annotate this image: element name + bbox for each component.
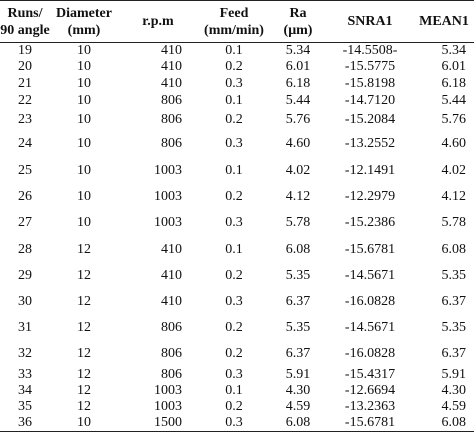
cell-feed: 0.3 [225, 294, 243, 309]
cell-run: 31 [18, 320, 32, 335]
header-ra-line2: (μm) [283, 22, 313, 38]
cell-mean1: 4.59 [441, 399, 466, 414]
cell-rpm: 410 [161, 59, 182, 74]
table-row [0, 315, 474, 341]
table-row [0, 415, 474, 432]
cell-ra: 5.34 [285, 43, 311, 58]
cell-snra1: -14.7120 [344, 93, 396, 108]
header-snra1 [326, 1, 414, 43]
cell-mean1: 5.78 [441, 215, 466, 230]
cell-rpm: 410 [161, 43, 182, 58]
cell-rpm: 806 [161, 320, 182, 335]
cell-feed: 0.3 [198, 415, 270, 432]
cell-rpm: 1003 [154, 399, 182, 414]
cell-ra: 5.76 [285, 112, 311, 127]
cell-snra1: -15.8198 [344, 75, 396, 91]
cell-snra1: -15.6781 [344, 241, 396, 257]
header-feed-line1: Feed [219, 5, 249, 21]
cell-feed: 0.2 [225, 346, 243, 361]
cell-run: 35 [18, 399, 32, 414]
cell-ra: 4.12 [285, 189, 311, 204]
cell-run: 24 [18, 135, 32, 151]
cell-ra: 6.08 [270, 415, 326, 432]
cell-rpm: 410 [161, 294, 182, 309]
cell-ra: 4.30 [285, 383, 311, 398]
cell-feed: 0.1 [225, 383, 243, 398]
cell-diameter: 10 [77, 215, 91, 230]
table-row [0, 341, 474, 367]
header-mean1 [414, 1, 474, 43]
cell-run: 26 [18, 189, 32, 204]
header-ra [270, 1, 326, 43]
cell-run: 19 [18, 43, 32, 58]
cell-snra1: -15.2386 [344, 215, 396, 230]
table-row [0, 59, 474, 75]
cell-mean1: 6.37 [441, 346, 466, 361]
cell-diameter: 12 [77, 399, 91, 414]
cell-mean1: 5.91 [441, 367, 466, 382]
cell-rpm: 410 [161, 268, 182, 283]
table-row [0, 92, 474, 110]
cell-snra1: -15.6781 [326, 415, 414, 432]
cell-ra: 5.35 [285, 268, 311, 283]
header-runs-line2: 90 angle [0, 22, 50, 38]
cell-rpm: 806 [161, 112, 182, 127]
cell-snra1: -14.5671 [344, 268, 396, 283]
cell-ra: 5.44 [285, 93, 311, 108]
cell-diameter: 10 [77, 112, 91, 127]
table-row [0, 110, 474, 130]
cell-snra1: -16.0828 [344, 294, 396, 309]
cell-mean1: 4.30 [441, 383, 466, 398]
cell-diameter: 12 [77, 367, 91, 382]
cell-mean1: 4.60 [441, 135, 466, 151]
cell-snra1: -12.2979 [344, 189, 396, 204]
cell-ra: 4.59 [285, 399, 311, 414]
cell-feed: 0.2 [225, 189, 243, 204]
cell-diameter: 10 [77, 162, 91, 178]
cell-diameter: 12 [77, 383, 91, 398]
cell-snra1: -15.4317 [344, 367, 396, 382]
table-row [0, 367, 474, 383]
cell-run: 34 [18, 383, 32, 398]
cell-run: 20 [18, 59, 32, 74]
header-feed-line2: (mm/min) [204, 22, 264, 38]
cell-run: 22 [18, 93, 32, 108]
cell-rpm: 1003 [154, 162, 182, 178]
cell-ra: 6.18 [285, 75, 311, 91]
cell-rpm: 806 [161, 135, 182, 151]
header-runs [0, 1, 50, 43]
cell-mean1: 5.35 [441, 268, 466, 283]
cell-feed: 0.3 [225, 75, 243, 91]
cell-feed: 0.1 [225, 93, 243, 108]
cell-snra1: -13.2552 [344, 135, 396, 151]
cell-diameter: 12 [77, 268, 91, 283]
cell-run: 33 [18, 367, 32, 382]
cell-feed: 0.3 [225, 135, 243, 151]
table-row [0, 210, 474, 236]
cell-run: 29 [18, 268, 32, 283]
cell-mean1: 6.37 [441, 294, 466, 309]
cell-diameter: 12 [77, 320, 91, 335]
cell-diameter: 10 [77, 189, 91, 204]
table-row [0, 184, 474, 210]
cell-run: 23 [18, 112, 32, 127]
cell-run: 32 [18, 346, 32, 361]
cell-ra: 5.91 [285, 367, 311, 382]
table-row [0, 130, 474, 157]
cell-feed: 0.1 [225, 241, 243, 257]
cell-snra1: -12.1491 [344, 162, 396, 178]
table-row [0, 289, 474, 315]
cell-ra: 4.60 [285, 135, 311, 151]
cell-ra: 5.35 [285, 320, 311, 335]
header-feed [198, 1, 270, 43]
cell-mean1: 5.44 [441, 93, 466, 108]
table-row [0, 399, 474, 415]
header-snra1-line1: SNRA1 [347, 14, 393, 29]
cell-run: 36 [0, 415, 50, 432]
cell-ra: 6.37 [285, 346, 311, 361]
cell-mean1: 5.34 [441, 43, 466, 58]
table-row [0, 383, 474, 399]
cell-diameter: 10 [77, 93, 91, 108]
header-diameter [50, 1, 118, 43]
cell-diameter: 10 [77, 75, 91, 91]
cell-rpm: 1500 [118, 415, 198, 432]
cell-snra1: -16.0828 [344, 346, 396, 361]
cell-rpm: 410 [161, 241, 182, 257]
cell-rpm: 806 [161, 93, 182, 108]
cell-run: 25 [18, 162, 32, 178]
cell-snra1: -15.2084 [344, 112, 396, 127]
cell-run: 27 [18, 215, 32, 230]
cell-feed: 0.2 [225, 399, 243, 414]
cell-run: 21 [18, 75, 32, 91]
cell-diameter: 10 [77, 135, 91, 151]
header-mean1-line1: MEAN1 [419, 14, 469, 29]
cell-feed: 0.2 [225, 320, 243, 335]
header-row [0, 1, 474, 43]
cell-mean1: 6.18 [441, 75, 466, 91]
cell-rpm: 1003 [154, 215, 182, 230]
cell-mean1: 6.01 [441, 59, 466, 74]
table-row [0, 75, 474, 92]
cell-snra1: -14.5671 [344, 320, 396, 335]
header-diameter-line1: Diameter [56, 5, 112, 21]
cell-mean1: 6.08 [441, 241, 466, 257]
header-rpm-line1: r.p.m [142, 14, 174, 29]
cell-ra: 4.02 [285, 162, 311, 178]
cell-diameter: 12 [77, 241, 91, 257]
cell-mean1: 5.35 [441, 320, 466, 335]
cell-snra1: -12.6694 [344, 383, 396, 398]
cell-run: 28 [18, 241, 32, 257]
cell-run: 30 [18, 294, 32, 309]
cell-rpm: 1003 [154, 383, 182, 398]
cell-diameter: 12 [77, 346, 91, 361]
cell-mean1: 4.02 [441, 162, 466, 178]
cell-feed: 0.2 [225, 268, 243, 283]
cell-rpm: 806 [161, 346, 182, 361]
cell-mean1: 4.12 [441, 189, 466, 204]
cell-feed: 0.3 [225, 367, 243, 382]
header-runs-line1: Runs/ [7, 5, 43, 21]
cell-feed: 0.2 [225, 59, 243, 74]
cell-feed: 0.1 [225, 43, 243, 58]
cell-diameter: 10 [50, 415, 118, 432]
header-ra-line1: Ra [289, 5, 307, 21]
table-body [0, 43, 474, 432]
cell-rpm: 410 [161, 75, 182, 91]
cell-diameter: 10 [77, 43, 91, 58]
cell-feed: 0.2 [225, 112, 243, 127]
table-row [0, 263, 474, 289]
table-row [0, 157, 474, 184]
header-rpm [118, 1, 198, 43]
cell-diameter: 10 [77, 59, 91, 74]
cell-mean1: 6.08 [414, 415, 474, 432]
cell-mean1: 5.76 [441, 112, 466, 127]
table-row [0, 236, 474, 263]
cell-snra1: -14.5508- [342, 43, 398, 58]
cell-feed: 0.3 [225, 215, 243, 230]
cell-ra: 6.37 [285, 294, 311, 309]
cell-snra1: -13.2363 [344, 399, 396, 414]
cell-snra1: -15.5775 [344, 59, 396, 74]
cell-ra: 5.78 [285, 215, 311, 230]
cell-ra: 6.08 [285, 241, 311, 257]
table-row [0, 43, 474, 60]
cell-ra: 6.01 [285, 59, 311, 74]
cell-rpm: 806 [161, 367, 182, 382]
cell-rpm: 1003 [154, 189, 182, 204]
cell-diameter: 12 [77, 294, 91, 309]
cell-feed: 0.1 [225, 162, 243, 178]
header-diameter-line2: (mm) [67, 22, 101, 38]
